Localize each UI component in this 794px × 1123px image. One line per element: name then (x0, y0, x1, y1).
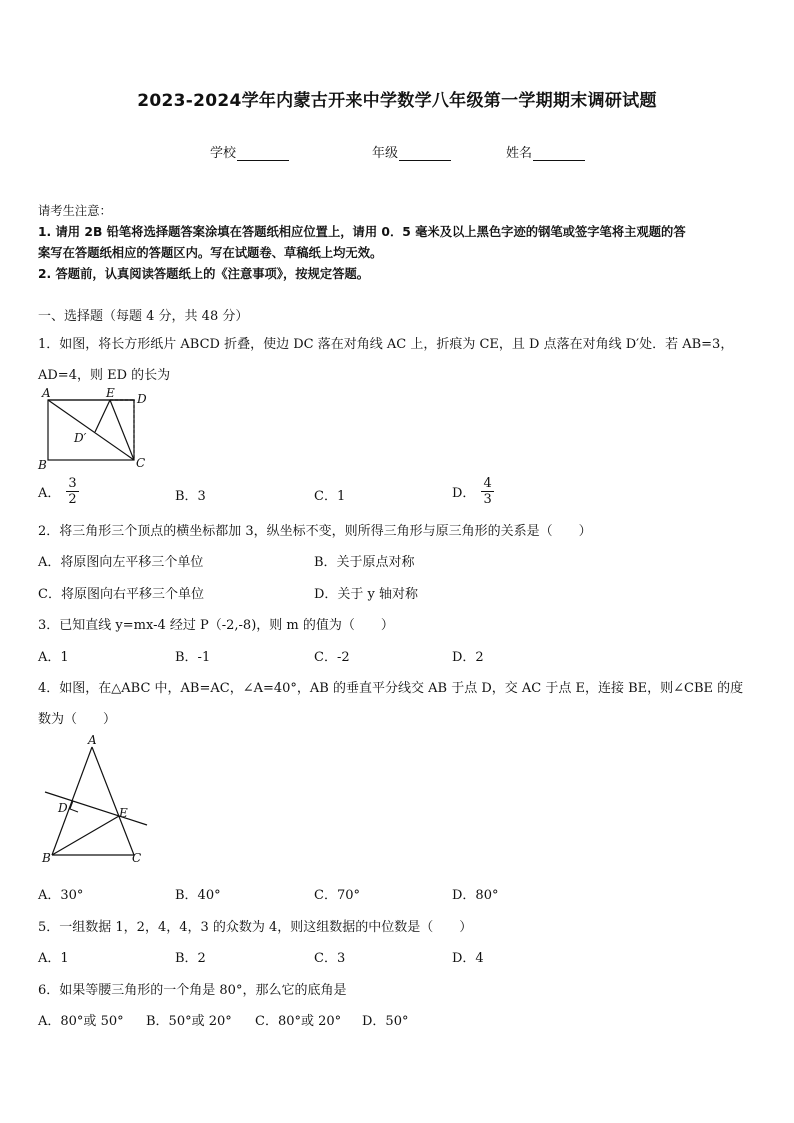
q1-option-d-den: 3 (483, 492, 492, 507)
q4-label-a: A (88, 733, 97, 747)
q1-label-e: E (106, 386, 115, 400)
name-field[interactable] (506, 142, 585, 161)
q4-label-e: E (119, 806, 128, 820)
q2-option-b[interactable]: B．关于原点对称 (314, 555, 415, 570)
q1-option-a-prefix: A． (38, 486, 61, 501)
q1-option-d[interactable] (452, 476, 494, 507)
q3-option-c[interactable]: C．-2 (314, 650, 350, 665)
q1-option-d-num: 4 (483, 476, 492, 491)
q4-figure (30, 730, 160, 870)
name-label: 姓名 (506, 146, 533, 161)
q2-option-c[interactable]: C．将原图向右平移三个单位 (38, 587, 204, 602)
q2-option-d[interactable]: D．关于 y 轴对称 (314, 587, 419, 602)
q2-stem: 2．将三角形三个顶点的横坐标都加 3，纵坐标不变，则所得三角形与原三角形的关系是（ ） (38, 524, 592, 539)
q1-label-b: B (38, 458, 47, 472)
q1-option-d-prefix: D． (452, 486, 476, 501)
q1-label-dprime: D′ (74, 431, 87, 445)
section-heading: 一、选择题（每题 4 分，共 48 分） (38, 309, 249, 324)
q6-option-c[interactable]: C．80°或 20° (255, 1014, 342, 1029)
grade-blank[interactable] (399, 147, 451, 161)
q5-option-d[interactable]: D．4 (452, 951, 484, 966)
school-label: 学校 (210, 146, 237, 161)
q3-option-b[interactable]: B．-1 (175, 650, 211, 665)
q1-diagonal-ac (48, 400, 134, 460)
q2-option-a[interactable]: A．将原图向左平移三个单位 (38, 555, 204, 570)
q1-option-b[interactable]: B．3 (175, 489, 206, 504)
q1-option-a-fraction (66, 476, 78, 507)
q5-option-b[interactable]: B．2 (175, 951, 206, 966)
name-blank[interactable] (533, 147, 585, 161)
notice-heading: 请考生注意： (38, 204, 112, 218)
q4-option-d[interactable]: D．80° (452, 888, 499, 903)
q1-fold-ed (95, 400, 110, 432)
q4-label-d: D (58, 801, 68, 815)
notice-line-2: 2. 答题前，认真阅读答题纸上的《注意事项》，按规定答题。 (38, 267, 370, 281)
q3-option-a[interactable]: A．1 (38, 650, 69, 665)
q5-option-a[interactable]: A．1 (38, 951, 69, 966)
grade-field[interactable] (372, 142, 451, 161)
q1-label-c: C (136, 456, 146, 470)
q1-option-a-num: 3 (68, 476, 77, 491)
q4-option-a[interactable]: A．30° (38, 888, 84, 903)
q1-label-d: D (137, 392, 147, 406)
notice-line-1b: 案写在答题纸相应的答题区内。写在试题卷、草稿纸上均无效。 (38, 246, 383, 260)
q3-stem: 3．已知直线 y=mx-4 经过 P（-2,-8)，则 m 的值为（ ） (38, 618, 394, 633)
school-field[interactable] (210, 142, 289, 161)
school-blank[interactable] (237, 147, 289, 161)
q4-label-b: B (42, 851, 51, 865)
q3-option-d[interactable]: D．2 (452, 650, 484, 665)
q5-stem: 5．一组数据 1，2，4，4，3 的众数为 4，则这组数据的中位数是（ ） (38, 920, 473, 935)
q6-stem: 6．如果等腰三角形的一个角是 80°，那么它的底角是 (38, 983, 347, 998)
q6-option-a[interactable]: A．80°或 50° (38, 1014, 124, 1029)
q1-stem-a: 1．如图，将长方形纸片 ABCD 折叠，使边 DC 落在对角线 AC 上，折痕为 CE，且 D 点落在对角线 D′处．若 AB=3， (38, 337, 734, 352)
notice-line-1a: 1. 请用 2B 铅笔将选择题答案涂填在答题纸相应位置上，请用 0．5 毫米及以上黑色字迹的钢笔或签字笔将主观题的答 (38, 225, 686, 239)
q4-segment-be (52, 816, 119, 855)
q5-option-c[interactable]: C．3 (314, 951, 346, 966)
q4-stem-b: 数为（ ） (38, 712, 117, 727)
q4-side-ac (92, 747, 134, 855)
q4-option-c[interactable]: C．70° (314, 888, 360, 903)
grade-label: 年级 (372, 146, 399, 161)
q6-option-d[interactable]: D．50° (362, 1014, 409, 1029)
q4-option-b[interactable]: B．40° (175, 888, 221, 903)
q1-option-c[interactable]: C．1 (314, 489, 346, 504)
q1-option-a[interactable] (38, 476, 79, 507)
q1-option-a-den: 2 (68, 492, 77, 507)
q1-stem-b: AD=4，则 ED 的长为 (38, 368, 171, 383)
q1-option-d-fraction (481, 476, 493, 507)
q1-figure (30, 385, 160, 475)
q4-label-c: C (132, 851, 142, 865)
q6-option-b[interactable]: B．50°或 20° (146, 1014, 232, 1029)
q4-stem-a: 4．如图，在△ABC 中，AB=AC，∠A=40°，AB 的垂直平分线交 AB 于点 D，交 AC 于点 E，连接 BE，则∠CBE 的度 (38, 681, 744, 696)
q1-label-a: A (42, 386, 51, 400)
page-title: 2023-2024学年内蒙古开来中学数学八年级第一学期期末调研试题 (137, 91, 657, 111)
